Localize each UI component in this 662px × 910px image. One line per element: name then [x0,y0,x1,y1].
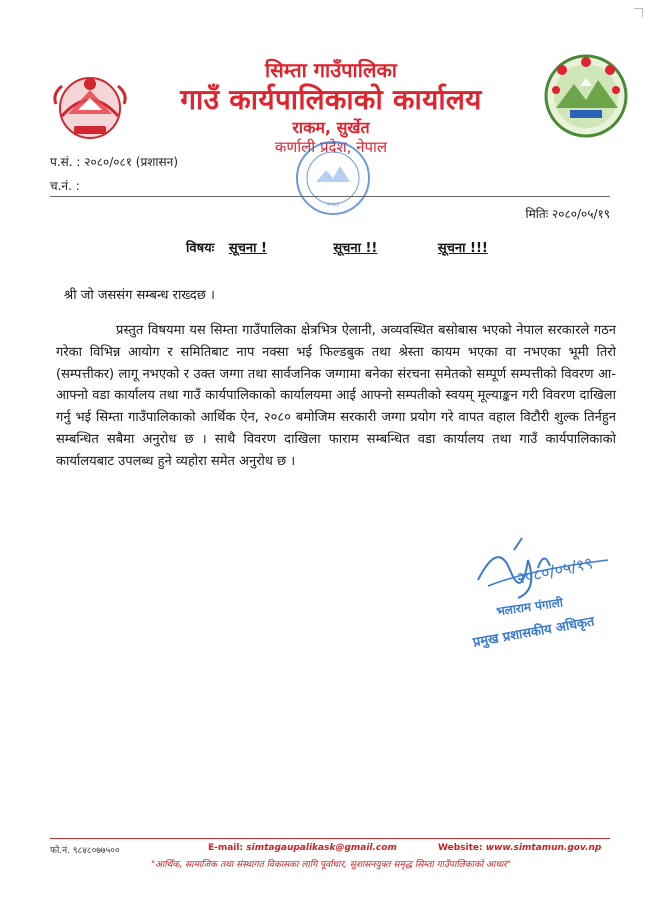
office-stamp [292,136,374,220]
svg-text:२०७३: २०७३ [326,201,340,208]
footer-slogan: "आर्थिक, सामाजिक तथा संस्थागत विकासका लागि पूर्वाधार, सुशासनयुक्त समृद्ध सिम्ता गाउँपालिकाको आधार" [150,860,512,870]
letter-date: मितिः २०८०/०५/१९ [525,207,610,221]
signatory-name: भलाराम पंगाली [495,595,564,619]
office-location: राकम, सुर्खेत [292,118,370,137]
signatory-title: प्रमुख प्रशासकीय अधिकृत [471,614,596,651]
salutation: श्री जो जससंग सम्बन्ध राख्दछ । [64,288,215,303]
notice-body: प्रस्तुत विषयमा यस सिम्ता गाउँपालिका क्षेत्रभित्र ऐलानी, अव्यवस्थित बसोबास भएको नेपाल सरकारले गठन गरेका विभिन्न आयोग र समितिबाट नाप नक्सा भई फिल्डबुक तथा श्रेस्ता कायम भएका वा नभएका भूमी तिरो (सम्पत्तीकर) लागू नभएको र उक्त जग्गा तथा सार्वजनिक जग्गामा बनेका संरचना समेतको सम्पूर्ण सम्पत्तीको विवरण आ-आफ्नो वडा कार्यालय तथा गाउँ कार्यपालिकाको कार्यालयमा आई आफ्नो सम्पतीको स्वयम् मूल्याङ्कन गरी विवरण दाखिला गर्नु भई सिम्ता गाउँपालिकाको आर्थिक ऐन, २०८० बमोजिम सरकारी जग्गा प्रयोग गरे वापत वहाल विटौरी शुल्क तिर्नहुन सम्बन्धित सबैमा अनुरोध छ । साथै विवरण दाखिला फाराम सम्बन्धित वडा कार्यालय तथा गाउँ कार्यपालिकाको कार्यालयबाट उपलब्ध हुने व्यहोरा समेत अनुरोध छ । [56,323,616,469]
notice-3: सूचना !!! [437,241,488,256]
notice-2: सूचना !! [333,241,378,256]
reference-number: प.सं. : २०८०/०८१ (प्रशासन) [50,155,178,169]
footer-email [208,843,397,853]
footer-phone: फो.नं. ९८४८०७७५०० [50,846,120,856]
email-address[interactable]: simtagaupalikask@gmail.com [246,843,397,853]
website-url[interactable]: www.simtamun.gov.np [485,843,602,853]
footer-divider [50,838,610,839]
municipality-name: सिम्ता गाउँपालिका [265,58,397,82]
subject-label: विषयः [186,241,215,256]
website-label: Website: [438,843,483,853]
corner-mark [634,8,643,17]
office-province: कर्णाली प्रदेश, नेपाल [274,138,388,156]
dispatch-number: च.नं. : [50,179,80,193]
subject-line [186,238,508,256]
email-label: E-mail: [208,843,244,853]
municipality-logo [540,50,632,142]
notice-1: सूचना ! [228,241,267,256]
footer-website [438,843,601,853]
office-title: गाउँ कार्यपालिकाको कार्यालय [180,83,482,116]
svg-text:२०८०/०५/१९: २०८०/०५/१९ [514,553,595,588]
header-divider [50,196,610,197]
